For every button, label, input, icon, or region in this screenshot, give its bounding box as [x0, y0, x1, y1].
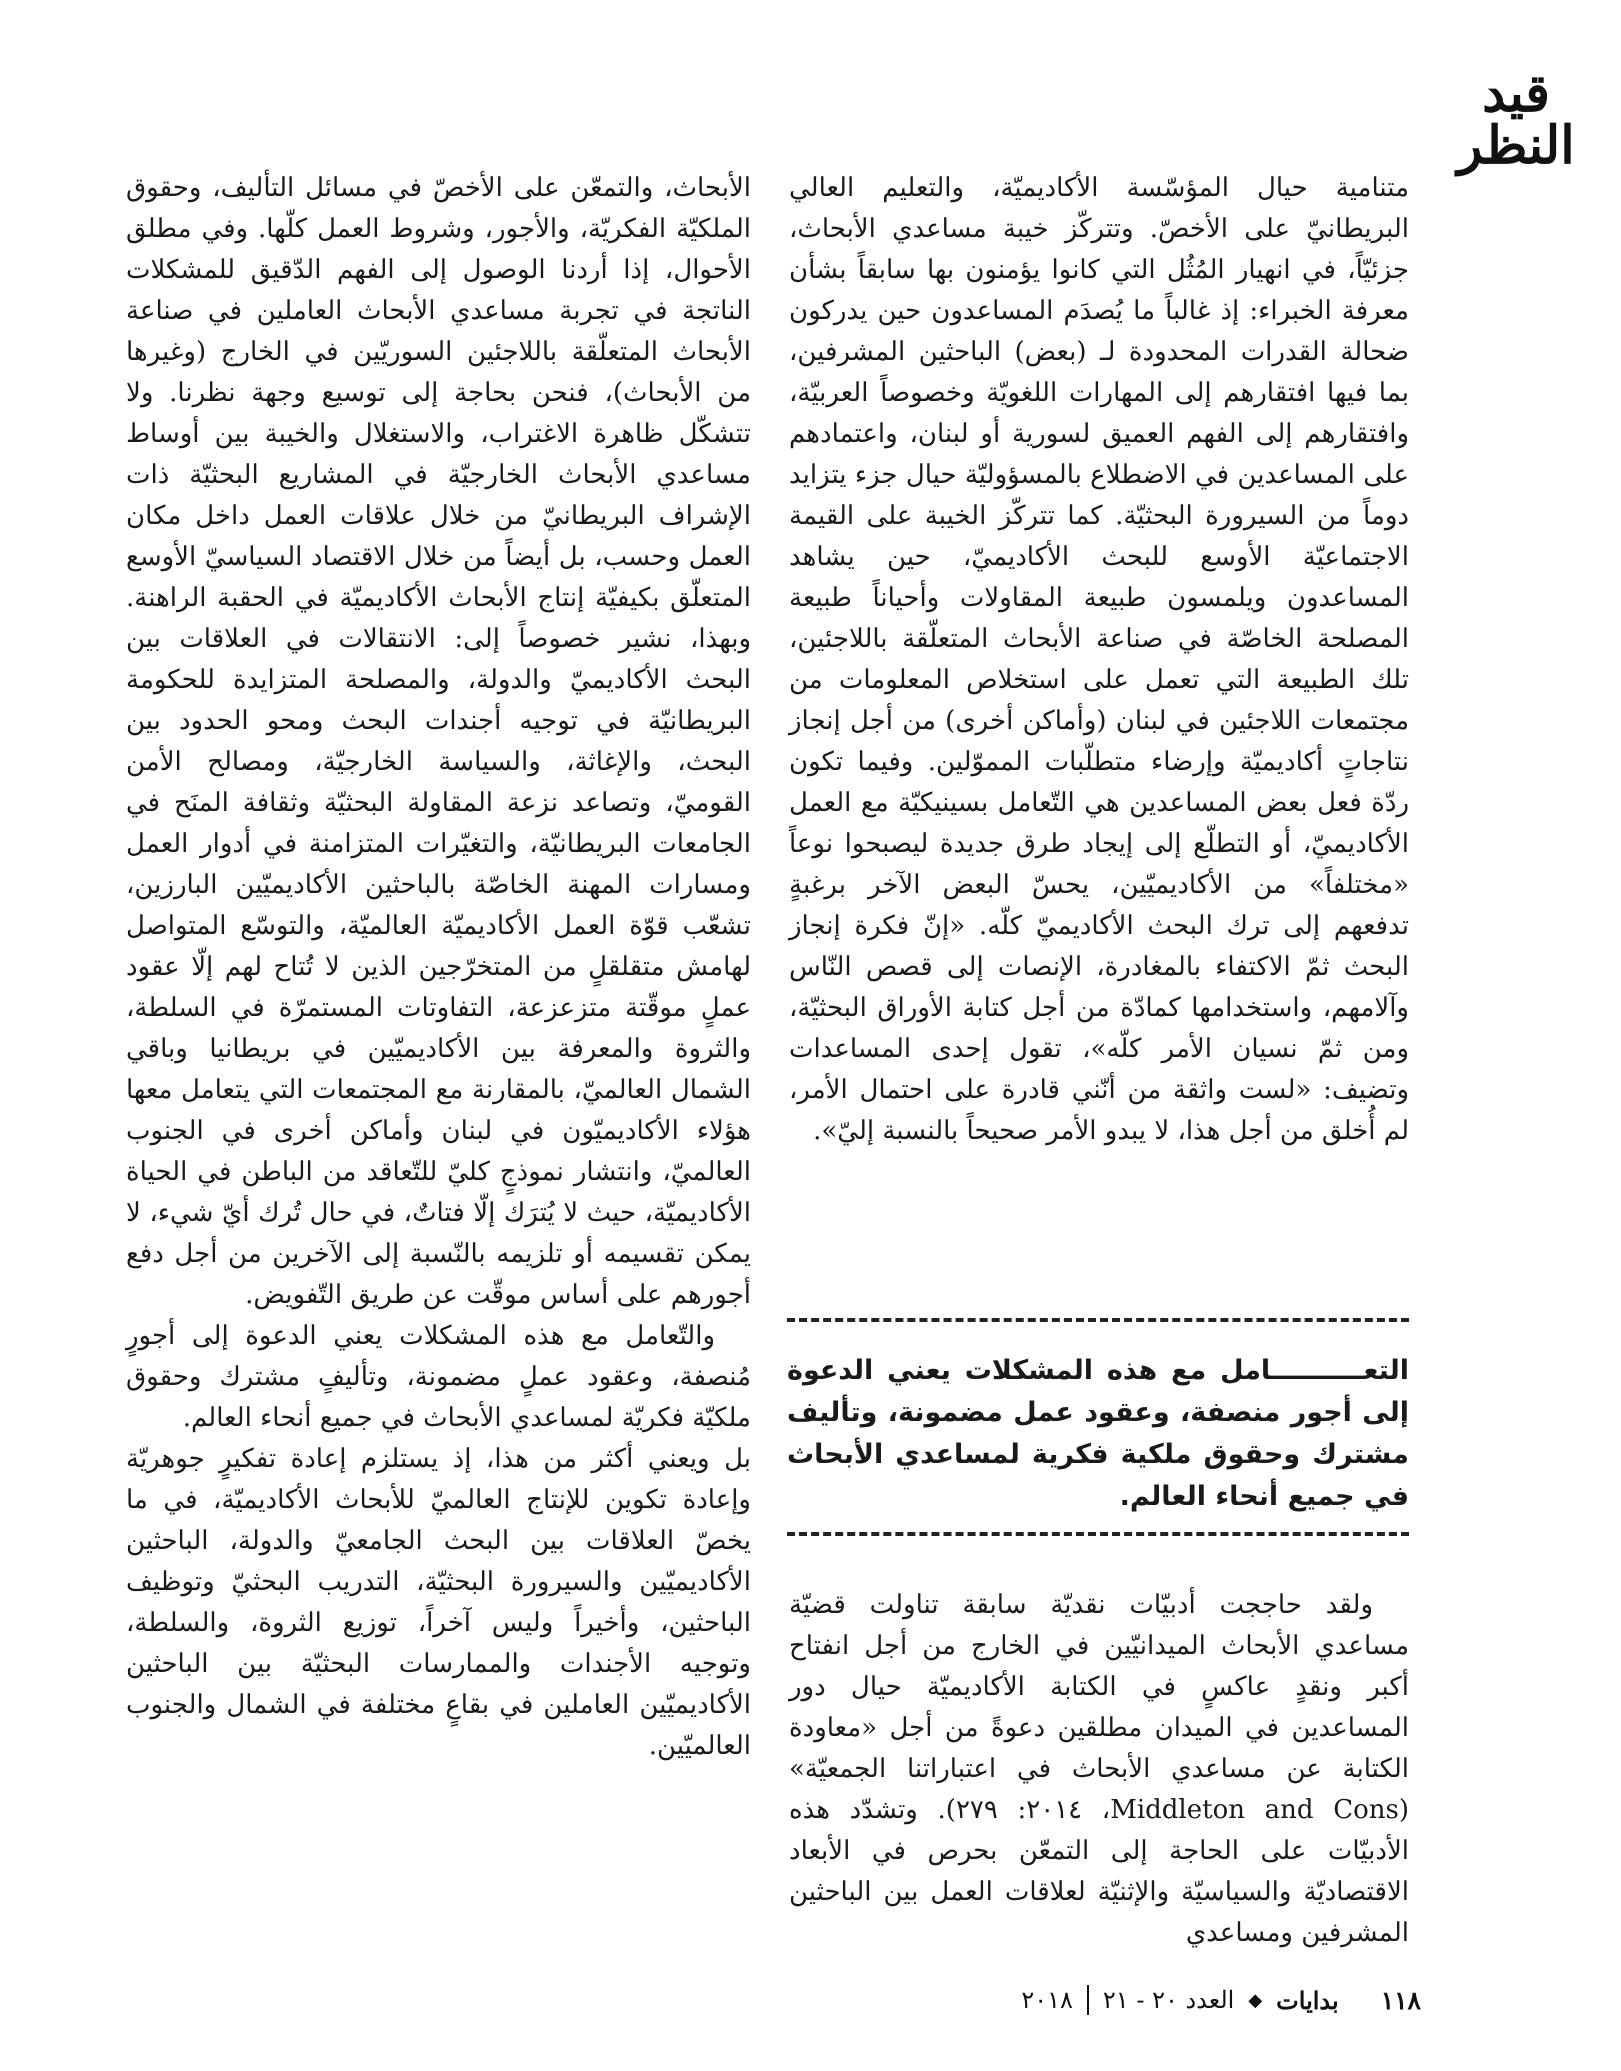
diamond-icon: ◆ [1248, 1989, 1263, 2011]
page-footer [1021, 1985, 1421, 2015]
body-paragraph: بل ويعني أكثر من هذا، إذ يستلزم إعادة تفكيرٍ جوهريّة وإعادة تكوين للإنتاج العالميّ للأبحاث الأكاديميّة، في ما يخصّ العلاقات بين البحث الجامعيّ والدولة، الباحثين الأكاديميّين والسيرورة البحثيّة، التدريب البحثيّ وتوظيف الباحثين، وأخيراً وليس آخراً، توزيع الثروة، والسلطة، وتوجيه الأجندات والممارسات البحثيّة بين الباحثين الأكاديميّين العاملين في بقاعٍ مختلفة في الشمال والجنوب العالميّين. [126, 1444, 751, 1761]
page-number: ١١٨ [1380, 1985, 1421, 2015]
body-paragraph: والتّعامل مع هذه المشكلات يعني الدعوة إلى أجورٍ مُنصفة، وعقود عملٍ مضمونة، وتأليفٍ مشترك وحقوق ملكيّة فكريّة لمساعدي الأبحاث في جميع أنحاء العالم. [126, 1321, 751, 1433]
body-paragraph: الأبحاث، والتمعّن على الأخصّ في مسائل التأليف، وحقوق الملكيّة الفكريّة، والأجور، وشروط العمل كلّها. وفي مطلق الأحوال، إذا أردنا الوصول إلى الفهم الدّقيق للمشكلات الناتجة في تجربة مساعدي الأبحاث العاملين في صناعة الأبحاث المتعلّقة باللاجئين السوريّين في الخارج (وغيرها من الأبحاث)، فنحن بحاجة إلى توسيع وجهة نظرنا. ولا تتشكّل ظاهرة الاغتراب، والاستغلال والخيبة بين أوساط مساعدي الأبحاث الخارجيّة في المشاريع البحثيّة ذات الإشراف البريطانيّ من خلال علاقات العمل داخل مكان العمل وحسب، بل أيضاً من خلال الاقتصاد السياسيّ الأوسع المتعلّق بكيفيّة إنتاج الأبحاث الأكاديميّة في الحقبة الراهنة. وبهذا، نشير خصوصاً إلى: الانتقالات في العلاقات بين البحث الأكاديميّ والدولة، والمصلحة المتزايدة للحكومة البريطانيّة في توجيه أجندات البحث ومحو الحدود بين البحث، والإغاثة، والسياسة الخارجيّة، ومصالح الأمن القوميّ، وتصاعد نزعة المقاولة البحثيّة وثقافة المنَح في الجامعات البريطانيّة، والتغيّرات المتزامنة في أدوار العمل ومسارات المهنة الخاصّة بالباحثين الأكاديميّين البارزين، تشعّب قوّة العمل الأكاديميّة العالميّة، والتوسّع المتواصل لهامش متقلقلٍ من المتخرّجين الذين لا تُتاح لهم إلّا عقود عملٍ موقّتة متزعزعة، التفاوتات المستمرّة في السلطة، والثروة والمعرفة بين الأكاديميّين في بريطانيا وباقي الشمال العالميّ، بالمقارنة مع المجتمعات التي يتعامل معها هؤلاء الأكاديميّون في لبنان وأماكن أخرى في الجنوب العالميّ، وانتشار نموذجٍ كليّ للتّعاقد من الباطن في الحياة الأكاديميّة، حيث لا يُترَك إلّا فتاتٌ، في حال تُرك أيّ شيء، لا يمكن تقسيمه أو تلزيمه بالنّسبة إلى الآخرين من أجل دفع أجورهم على أساس موقّت عن طريق التّفويض. [126, 173, 751, 1310]
journal-name: بدايات [1276, 1985, 1339, 2015]
footer-divider [1087, 1985, 1089, 2015]
issue-number: العدد ٢٠ - ٢١ [1102, 1986, 1235, 2014]
left-column [126, 168, 751, 1767]
right-column-bottom [789, 1585, 1409, 1954]
section-logo: قيد النظر [1457, 63, 1575, 176]
issue-year: ٢٠١٨ [1021, 1986, 1073, 2014]
body-paragraph: متنامية حيال المؤسّسة الأكاديميّة، والتعليم العالي البريطانيّ على الأخصّ. وتتركّز خيبة مساعدي الأبحاث، جزئيّاً، في انهيار المُثُل التي كانوا يؤمنون بها سابقاً بشأن معرفة الخبراء: إذ غالباً ما يُصدَم المساعدون حين يدركون ضحالة القدرات المحدودة لـ (بعض) الباحثين المشرفين، بما فيها افتقارهم إلى المهارات اللغويّة وخصوصاً العربيّة، وافتقارهم إلى الفهم العميق لسورية أو لبنان، واعتمادهم على المساعدين في الاضطلاع بالمسؤوليّة حيال جزء يتزايد دوماً من السيرورة البحثيّة. كما تتركّز الخيبة على القيمة الاجتماعيّة الأوسع للبحث الأكاديميّ، حين يشاهد المساعدون ويلمسون طبيعة المقاولات وأحياناً طبيعة المصلحة الخاصّة في صناعة الأبحاث المتعلّقة باللاجئين، تلك الطبيعة التي تعمل على استخلاص المعلومات من مجتمعات اللاجئين في لبنان (وأماكن أخرى) من أجل إنجاز نتاجاتٍ أكاديميّة وإرضاء متطلّبات المموّلين. وفيما تكون ردّة فعل بعض المساعدين هي التّعامل بسينيكيّة مع العمل الأكاديميّ، أو التطلّع إلى إيجاد طرق جديدة ليصبحوا نوعاً «مختلفاً» من الأكاديميّين، يحسّ البعض الآخر برغبةٍ تدفعهم إلى ترك البحث الأكاديميّ كلّه. «إنّ فكرة إنجاز البحث ثمّ الاكتفاء بالمغادرة، الإنصات إلى قصص النّاس وآلامهم، واستخدامها كمادّة من أجل كتابة الأوراق البحثيّة، ومن ثمّ نسيان الأمر كلّه»، تقول إحدى المساعدات وتضيف: «لست واثقة من أنّني قادرة على احتمال الأمر، لم أُخلق من أجل هذا، لا يبدو الأمر صحيحاً بالنسبة إليّ». [789, 173, 1409, 1146]
right-column-top [789, 168, 1409, 1152]
pull-quote-text: التعــــــــــامل مع هذه المشكلات يعني الدعوة إلى أجور منصفة، وعقود عمل مضمونة، وتأليف مشترك وحقوق ملكية فكرية لمساعدي الأبحاث في جميع أنحاء العالم. [787, 1355, 1409, 1512]
pull-quote-rule-bottom [787, 1532, 1409, 1536]
pull-quote [787, 1318, 1409, 1536]
body-paragraph: ولقد حاججت أدبيّات نقديّة سابقة تناولت قضيّة مساعدي الأبحاث الميدانيّين في الخارج من أجل انفتاح أكبر ونقدٍ عاكسٍ في الكتابة الأكاديميّة حيال دور المساعدين في الميدان مطلقين دعوةً من أجل «معاودة الكتابة عن مساعدي الأبحاث في اعتباراتنا الجمعيّة» (Middleton and Cons، ٢٠١٤: ٢٧٩). وتشدّد هذه الأدبيّات على الحاجة إلى التمعّن بحرص في الأبعاد الاقتصاديّة والسياسيّة والإثنيّة لعلاقات العمل بين الباحثين المشرفين ومساعدي [789, 1590, 1409, 1948]
